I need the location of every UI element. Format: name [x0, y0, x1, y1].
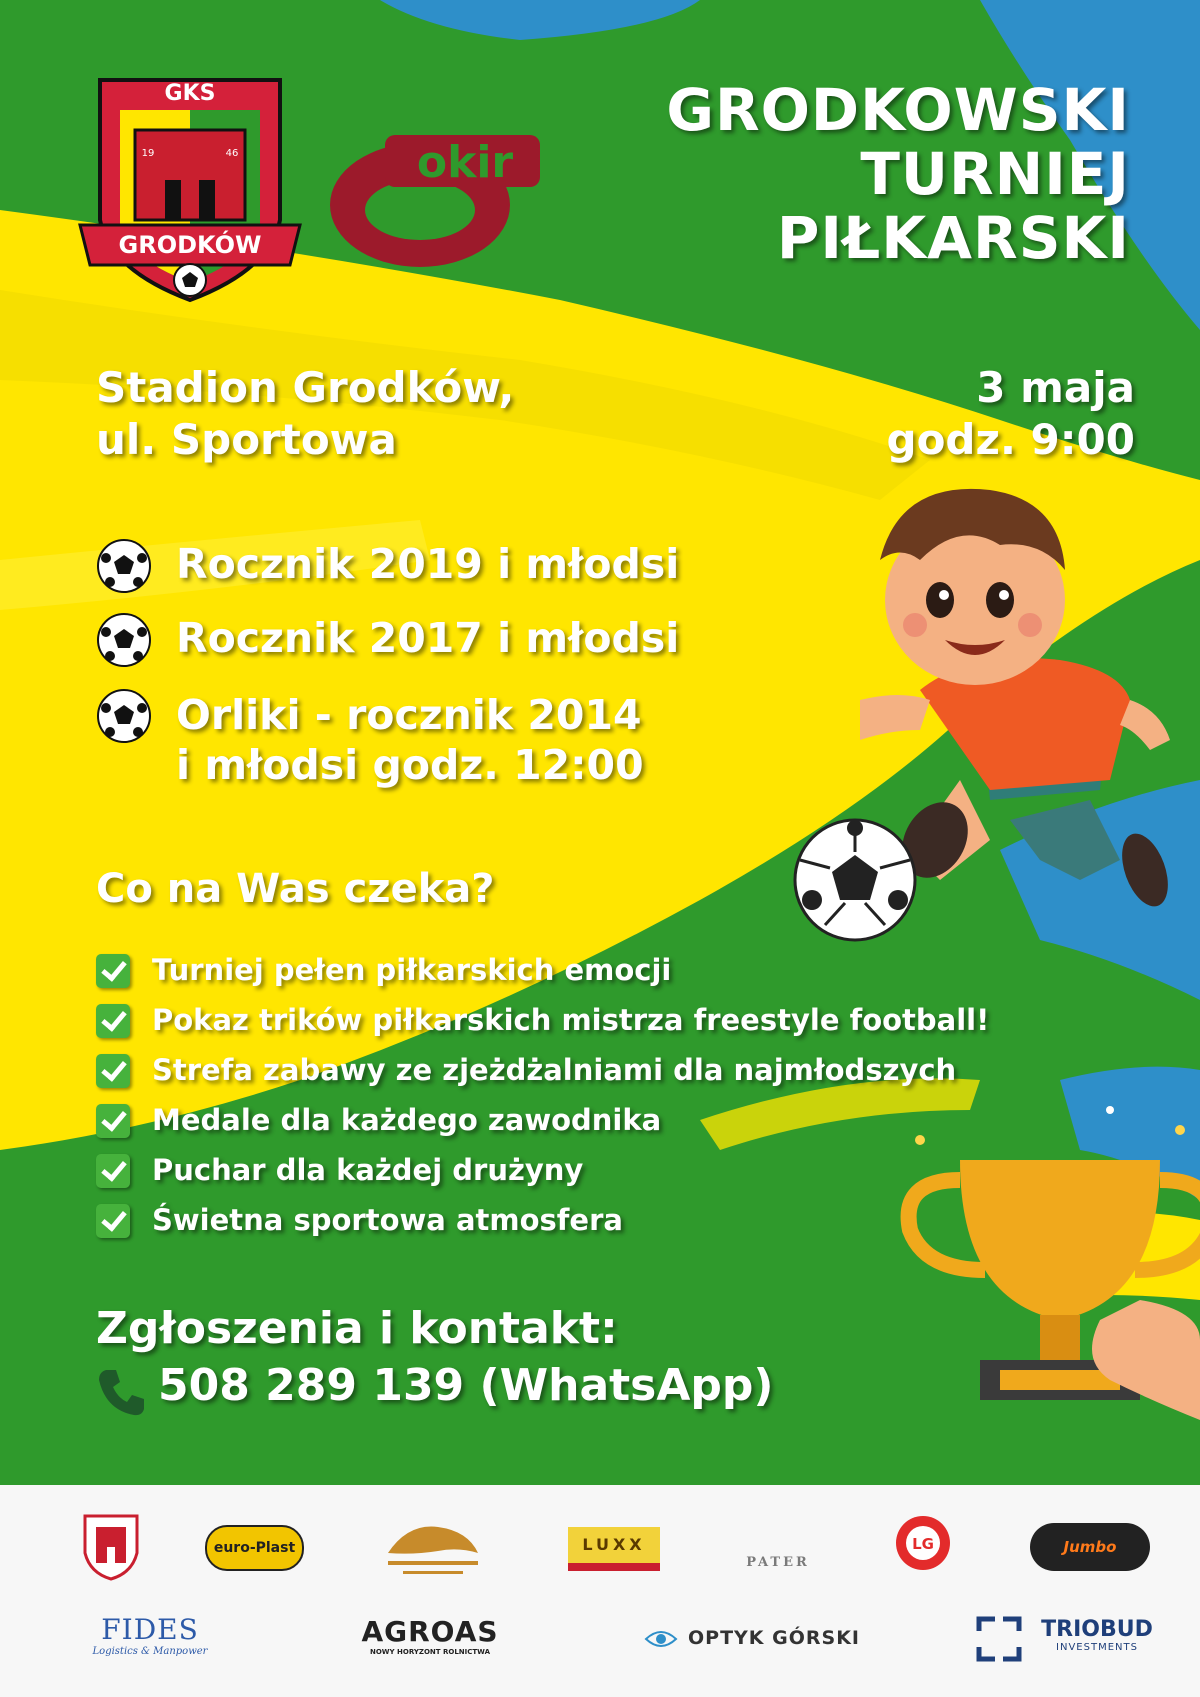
title-line-2: TURNIEJ: [860, 140, 1130, 208]
city-crest-icon: [82, 1513, 140, 1581]
sponsor-sub: NOWY HORYZONT ROLNICTWA: [369, 1648, 491, 1656]
category-3: [176, 690, 644, 790]
okir-text: okir: [416, 137, 514, 188]
sponsor-name: TRIOBUD: [1041, 1617, 1153, 1642]
okir-logo-icon: [325, 115, 545, 275]
club-year-right: 46: [225, 148, 239, 159]
lion-sponsor-logo-icon: [378, 1513, 488, 1581]
checkmark-icon: [96, 1154, 130, 1188]
attraction-item: Medale dla każdego zawodnika: [152, 1103, 662, 1137]
sponsor-sub: Logistics & Manpower: [92, 1646, 208, 1657]
soccer-ball-icon: [96, 688, 152, 744]
club-bottom-text: GRODKÓW: [118, 231, 262, 259]
date-line-1: 3 maja: [976, 363, 1135, 412]
contact-phone: 508 289 139 (WhatsApp): [158, 1360, 774, 1411]
soccer-ball-icon: [96, 538, 152, 594]
attraction-item: Turniej pełen piłkarskich emocji: [152, 953, 672, 987]
checkmark-icon: [96, 1054, 130, 1088]
attractions-heading: Co na Was czeka?: [96, 866, 495, 912]
title-line-1: GRODKOWSKI: [666, 76, 1130, 144]
checkmark-icon: [96, 954, 130, 988]
category-3-line-1: Orliki - rocznik 2014: [176, 691, 642, 739]
venue: [96, 362, 514, 466]
sponsor-logo-triobud: [1032, 1617, 1162, 1653]
sponsor-sub: INVESTMENTS: [1056, 1642, 1138, 1653]
soccer-ball-illustration: [795, 820, 915, 940]
sponsor-name: AGROAS: [361, 1615, 499, 1648]
red-badge-sponsor-icon: [893, 1513, 953, 1573]
category-2: Rocznik 2017 i młodsi: [176, 614, 680, 662]
checkmark-icon: [96, 1204, 130, 1238]
sponsor-logo: Jumbo: [1030, 1523, 1150, 1571]
category-3-line-2: i młodsi godz. 12:00: [176, 741, 644, 789]
club-year-left: 19: [141, 148, 155, 159]
sponsor-logo: LUXX: [568, 1527, 660, 1571]
event-date: [887, 362, 1135, 466]
soccer-ball-icon: [96, 612, 152, 668]
sponsor-logo-fides: [80, 1613, 220, 1657]
event-title: [666, 78, 1130, 270]
badge-text: LG: [912, 1535, 934, 1553]
title-line-3: PIŁKARSKI: [776, 204, 1130, 272]
contact-heading: Zgłoszenia i kontakt:: [96, 1303, 618, 1354]
phone-icon: [96, 1366, 148, 1418]
eye-icon: [644, 1627, 678, 1651]
date-line-2: godz. 9:00: [886, 415, 1135, 464]
gks-grodkow-crest-icon: [70, 70, 310, 310]
sponsor-logo: euro-Plast: [205, 1525, 304, 1571]
venue-line-2: ul. Sportowa: [96, 415, 397, 464]
attraction-item: Pokaz trików piłkarskich mistrza freestyle football!: [152, 1003, 990, 1037]
attraction-item: Strefa zabawy ze zjeżdżalniami dla najmłodszych: [152, 1053, 957, 1087]
triobud-bracket-icon: [975, 1615, 1023, 1663]
category-1: Rocznik 2019 i młodsi: [176, 540, 680, 588]
sponsor-name: FIDES: [101, 1613, 199, 1646]
sponsor-logo-agroas: [340, 1615, 520, 1656]
venue-line-1: Stadion Grodków,: [96, 363, 515, 412]
sponsor-logo-optyk: OPTYK GÓRSKI: [688, 1627, 860, 1649]
checkmark-icon: [96, 1004, 130, 1038]
attraction-item: Puchar dla każdej drużyny: [152, 1153, 584, 1187]
sponsor-footer: [0, 1485, 1200, 1697]
sponsor-logo: PATER: [746, 1555, 810, 1570]
attraction-item: Świetna sportowa atmosfera: [152, 1203, 623, 1237]
club-top-text: GKS: [164, 81, 216, 106]
checkmark-icon: [96, 1104, 130, 1138]
